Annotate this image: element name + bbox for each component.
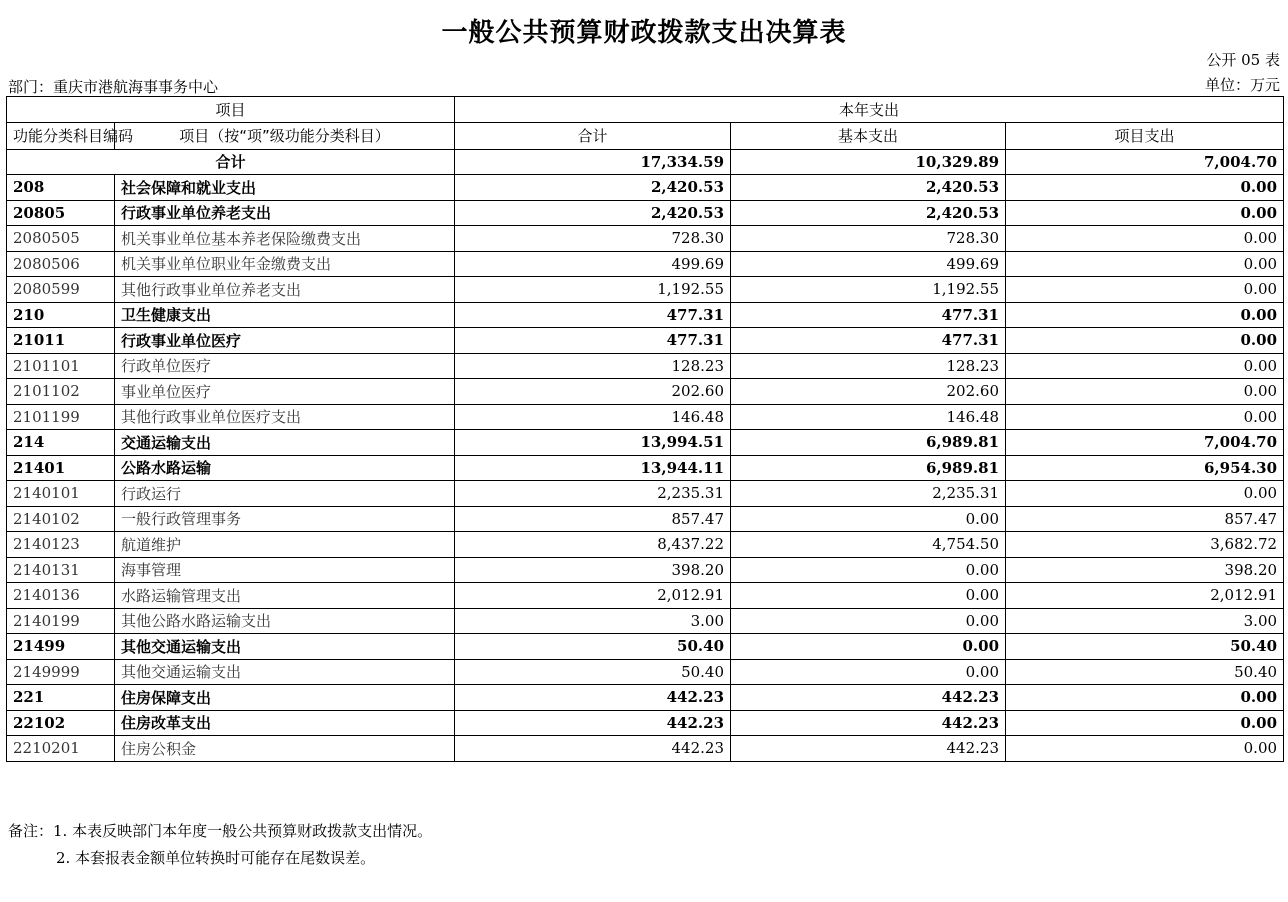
row-project: 398.20 (1006, 557, 1284, 583)
total-label: 合计 (7, 149, 455, 175)
row-code: 2101101 (7, 353, 115, 379)
total-amount: 17,334.59 (455, 149, 731, 175)
row-basic: 128.23 (731, 353, 1006, 379)
row-total: 857.47 (455, 506, 731, 532)
header-total: 合计 (455, 122, 731, 149)
row-basic: 2,235.31 (731, 481, 1006, 507)
row-basic: 442.23 (731, 736, 1006, 762)
row-basic: 6,989.81 (731, 455, 1006, 481)
row-code: 22102 (7, 710, 115, 736)
row-name: 其他行政事业单位养老支出 (115, 277, 455, 303)
row-name: 机关事业单位基本养老保险缴费支出 (115, 226, 455, 252)
row-basic: 499.69 (731, 251, 1006, 277)
row-project: 0.00 (1006, 685, 1284, 711)
row-basic: 6,989.81 (731, 430, 1006, 456)
row-code: 2140101 (7, 481, 115, 507)
table-row (7, 506, 1284, 532)
row-name: 其他交通运输支出 (115, 659, 455, 685)
row-basic: 146.48 (731, 404, 1006, 430)
table-row (7, 175, 1284, 201)
table-row (7, 251, 1284, 277)
row-basic: 0.00 (731, 557, 1006, 583)
header-current-year: 本年支出 (455, 97, 1284, 123)
table-row (7, 608, 1284, 634)
row-project: 857.47 (1006, 506, 1284, 532)
department-label: 部门：重庆市港航海事事务中心 (8, 78, 219, 96)
row-name: 行政事业单位养老支出 (115, 200, 455, 226)
table-row (7, 430, 1284, 456)
row-total: 728.30 (455, 226, 731, 252)
row-project: 0.00 (1006, 277, 1284, 303)
table-row (7, 277, 1284, 303)
header-name: 项目（按“项”级功能分类科目） (115, 122, 455, 149)
header-row-main (7, 122, 1284, 149)
row-code: 2080505 (7, 226, 115, 252)
row-total: 442.23 (455, 685, 731, 711)
row-project: 0.00 (1006, 302, 1284, 328)
row-basic: 4,754.50 (731, 532, 1006, 558)
row-project: 0.00 (1006, 481, 1284, 507)
table-row (7, 532, 1284, 558)
row-code: 21401 (7, 455, 115, 481)
table-row (7, 404, 1284, 430)
row-project: 3,682.72 (1006, 532, 1284, 558)
row-project: 0.00 (1006, 379, 1284, 405)
row-total: 2,012.91 (455, 583, 731, 609)
row-total: 2,235.31 (455, 481, 731, 507)
page-title: 一般公共预算财政拨款支出决算表 (441, 18, 847, 48)
header-project-expenditure: 项目支出 (1006, 122, 1284, 149)
row-name: 行政运行 (115, 481, 455, 507)
table-row (7, 226, 1284, 252)
row-total: 499.69 (455, 251, 731, 277)
table-row (7, 710, 1284, 736)
header-code: 功能分类科目编码 (7, 122, 115, 149)
row-name: 一般行政管理事务 (115, 506, 455, 532)
note-1: 备注：1. 本表反映部门本年度一般公共预算财政拨款支出情况。 (8, 822, 433, 840)
row-code: 2080506 (7, 251, 115, 277)
row-total: 2,420.53 (455, 175, 731, 201)
row-name: 其他行政事业单位医疗支出 (115, 404, 455, 430)
row-name: 其他公路水路运输支出 (115, 608, 455, 634)
row-name: 住房改革支出 (115, 710, 455, 736)
notes (8, 818, 432, 872)
total-project: 7,004.70 (1006, 149, 1284, 175)
table-row (7, 455, 1284, 481)
row-code: 21011 (7, 328, 115, 354)
row-name: 水路运输管理支出 (115, 583, 455, 609)
row-code: 2140199 (7, 608, 115, 634)
row-project: 3.00 (1006, 608, 1284, 634)
row-total: 442.23 (455, 710, 731, 736)
row-total: 13,994.51 (455, 430, 731, 456)
row-basic: 477.31 (731, 302, 1006, 328)
row-project: 0.00 (1006, 251, 1284, 277)
table-row (7, 302, 1284, 328)
row-code: 214 (7, 430, 115, 456)
row-total: 50.40 (455, 634, 731, 660)
row-project: 2,012.91 (1006, 583, 1284, 609)
table-row (7, 353, 1284, 379)
row-code: 2140131 (7, 557, 115, 583)
row-basic: 477.31 (731, 328, 1006, 354)
row-code: 2101102 (7, 379, 115, 405)
row-total: 50.40 (455, 659, 731, 685)
row-total: 128.23 (455, 353, 731, 379)
table-row (7, 379, 1284, 405)
row-name: 航道维护 (115, 532, 455, 558)
row-name: 行政事业单位医疗 (115, 328, 455, 354)
row-code: 2080599 (7, 277, 115, 303)
row-project: 0.00 (1006, 200, 1284, 226)
row-basic: 442.23 (731, 685, 1006, 711)
total-basic: 10,329.89 (731, 149, 1006, 175)
row-project: 0.00 (1006, 404, 1284, 430)
row-name: 其他交通运输支出 (115, 634, 455, 660)
total-row (7, 149, 1284, 175)
row-basic: 0.00 (731, 506, 1006, 532)
row-code: 2149999 (7, 659, 115, 685)
unit-label: 单位：万元 (1204, 76, 1280, 94)
row-total: 3.00 (455, 608, 731, 634)
row-total: 442.23 (455, 736, 731, 762)
note-2: 2. 本套报表金额单位转换时可能存在尾数误差。 (56, 849, 376, 867)
row-code: 210 (7, 302, 115, 328)
row-total: 2,420.53 (455, 200, 731, 226)
row-project: 50.40 (1006, 634, 1284, 660)
row-project: 0.00 (1006, 353, 1284, 379)
row-total: 8,437.22 (455, 532, 731, 558)
row-code: 2101199 (7, 404, 115, 430)
row-total: 398.20 (455, 557, 731, 583)
row-code: 2140102 (7, 506, 115, 532)
row-basic: 202.60 (731, 379, 1006, 405)
table-row (7, 659, 1284, 685)
row-name: 海事管理 (115, 557, 455, 583)
row-name: 社会保障和就业支出 (115, 175, 455, 201)
row-total: 146.48 (455, 404, 731, 430)
row-name: 交通运输支出 (115, 430, 455, 456)
row-basic: 2,420.53 (731, 175, 1006, 201)
row-name: 卫生健康支出 (115, 302, 455, 328)
row-project: 0.00 (1006, 328, 1284, 354)
table-row (7, 634, 1284, 660)
row-total: 477.31 (455, 302, 731, 328)
row-total: 1,192.55 (455, 277, 731, 303)
table-row (7, 200, 1284, 226)
row-code: 2140123 (7, 532, 115, 558)
row-code: 20805 (7, 200, 115, 226)
table-row (7, 736, 1284, 762)
row-code: 2140136 (7, 583, 115, 609)
row-basic: 442.23 (731, 710, 1006, 736)
row-code: 208 (7, 175, 115, 201)
row-project: 0.00 (1006, 175, 1284, 201)
row-name: 住房公积金 (115, 736, 455, 762)
row-name: 机关事业单位职业年金缴费支出 (115, 251, 455, 277)
table-row (7, 328, 1284, 354)
row-basic: 0.00 (731, 608, 1006, 634)
header-row-top (7, 97, 1284, 123)
table-row (7, 583, 1284, 609)
row-project: 0.00 (1006, 710, 1284, 736)
form-number: 公开 05 表 (1206, 51, 1280, 69)
row-basic: 0.00 (731, 634, 1006, 660)
row-name: 行政单位医疗 (115, 353, 455, 379)
row-total: 202.60 (455, 379, 731, 405)
row-name: 事业单位医疗 (115, 379, 455, 405)
row-code: 2210201 (7, 736, 115, 762)
row-basic: 728.30 (731, 226, 1006, 252)
row-code: 21499 (7, 634, 115, 660)
header-basic: 基本支出 (731, 122, 1006, 149)
row-code: 221 (7, 685, 115, 711)
expenditure-table (6, 96, 1284, 762)
header-project: 项目 (7, 97, 455, 123)
row-project: 50.40 (1006, 659, 1284, 685)
row-project: 6,954.30 (1006, 455, 1284, 481)
table-row (7, 557, 1284, 583)
row-basic: 0.00 (731, 583, 1006, 609)
table-row (7, 481, 1284, 507)
row-name: 公路水路运输 (115, 455, 455, 481)
row-name: 住房保障支出 (115, 685, 455, 711)
row-project: 7,004.70 (1006, 430, 1284, 456)
row-basic: 1,192.55 (731, 277, 1006, 303)
row-basic: 2,420.53 (731, 200, 1006, 226)
row-total: 477.31 (455, 328, 731, 354)
row-project: 0.00 (1006, 736, 1284, 762)
row-total: 13,944.11 (455, 455, 731, 481)
row-project: 0.00 (1006, 226, 1284, 252)
table-row (7, 685, 1284, 711)
row-basic: 0.00 (731, 659, 1006, 685)
